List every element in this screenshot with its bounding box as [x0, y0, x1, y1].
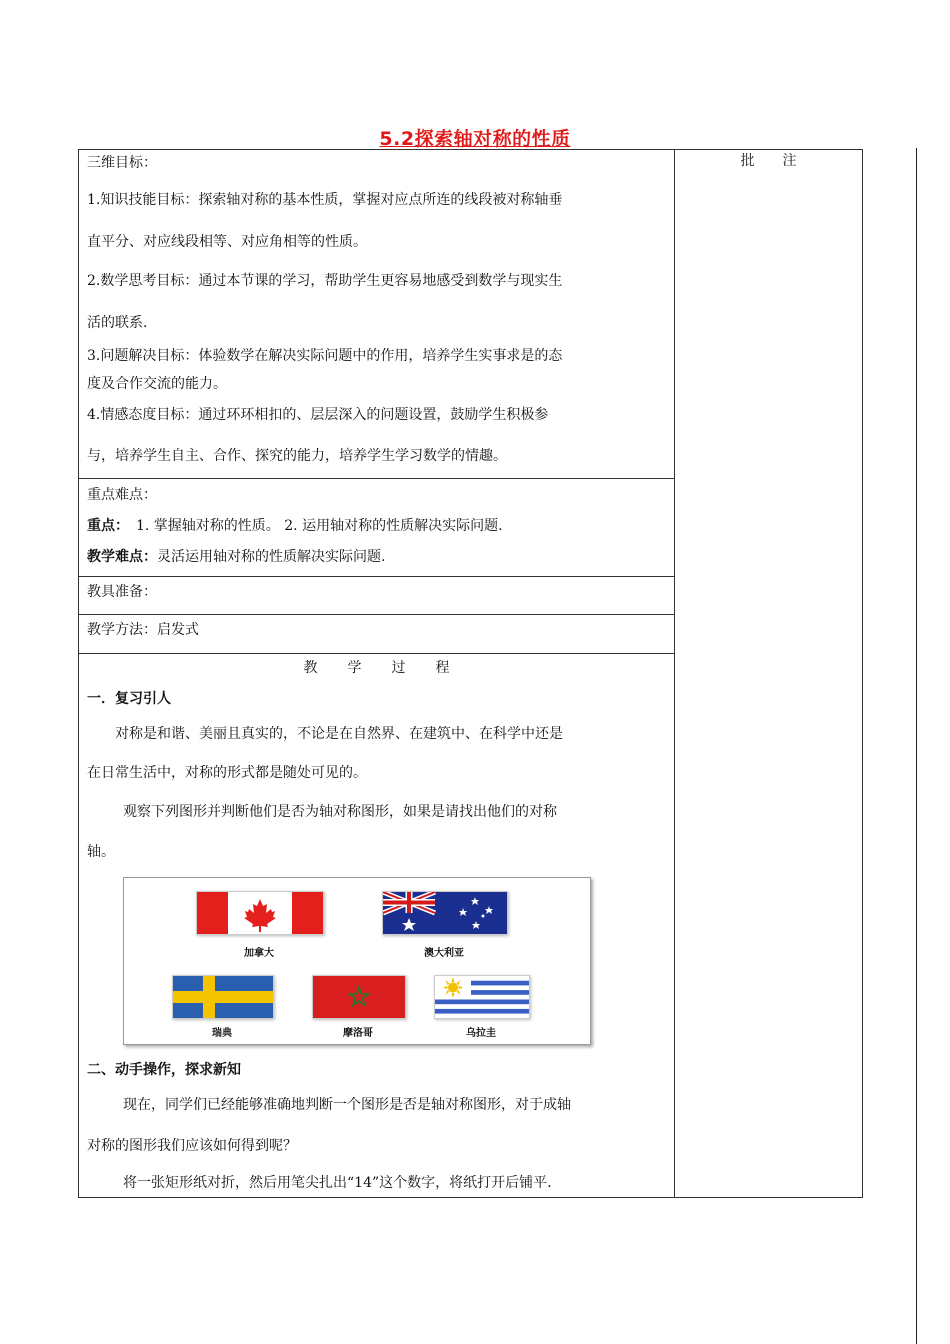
margin-line [916, 148, 917, 1344]
objective-2-line2: 活的联系. [87, 315, 148, 331]
objectives-cell [79, 150, 675, 479]
objective-3-line2: 度及合作交流的能力。 [87, 376, 227, 392]
process-cell [79, 654, 675, 1198]
difficulty-line [87, 547, 666, 567]
objective-4-line2: 与，培养学生自主、合作、探究的能力，培养学生学习数学的情趣。 [87, 448, 507, 464]
canada-flag [196, 891, 324, 935]
uruguay-label: 乌拉圭 [466, 1028, 496, 1039]
objective-1-line1: 1.知识技能目标：探索轴对称的基本性质，掌握对应点所连的线段被对称轴垂 [87, 192, 563, 208]
uruguay-flag [434, 975, 530, 1019]
page-title: 5.2探索轴对称的性质 [379, 128, 571, 150]
tools-cell [79, 577, 675, 615]
notes-header: 批 注 [740, 153, 797, 169]
objective-3-line1: 3.问题解决目标：体验数学在解决实际问题中的作用，培养学生实事求是的态 [87, 348, 563, 364]
difficulty-text: 灵活运用轴对称的性质解决实际问题. [157, 549, 386, 565]
method-text: 教学方法：启发式 [87, 622, 199, 638]
s2-p2: 将一张矩形纸对折，然后用笔尖扎出“14”这个数字，将纸打开后铺平. [123, 1175, 552, 1191]
morocco-flag-icon [313, 976, 405, 1018]
sweden-label: 瑞典 [212, 1028, 232, 1039]
objectives-heading: 三维目标： [87, 155, 157, 171]
section1-title: 一．复习引人 [87, 691, 171, 707]
uruguay-flag-icon [435, 976, 529, 1018]
key-points-heading: 重点难点： [87, 487, 157, 503]
objective-4-line1: 4.情感态度目标：通过环环相扣的、层层深入的问题设置，鼓励学生积极参 [87, 407, 549, 423]
notes-column [675, 150, 863, 1198]
s2-p1-line1: 现在，同学们已经能够准确地判断一个图形是否是轴对称图形，对于成轴 [123, 1097, 571, 1113]
australia-flag [382, 891, 508, 935]
lesson-plan-table [78, 149, 863, 1198]
s2-p1-line2: 对称的图形我们应该如何得到呢？ [87, 1138, 297, 1154]
s1-p2-line2: 轴。 [87, 844, 115, 860]
flags-figure [123, 877, 591, 1045]
s1-p2-line1: 观察下列图形并判断他们是否为轴对称图形，如果是请找出他们的对称 [123, 804, 557, 820]
objective-1-line2: 直平分、对应线段相等、对应角相等的性质。 [87, 234, 367, 250]
australia-label: 澳大利亚 [424, 948, 464, 959]
canada-label: 加拿大 [244, 948, 274, 959]
s1-p1-line2: 在日常生活中，对称的形式都是随处可见的。 [87, 765, 367, 781]
sweden-flag [172, 975, 274, 1019]
morocco-label: 摩洛哥 [343, 1028, 373, 1039]
australia-flag-icon [383, 892, 507, 934]
difficulty-label: 教学难点： [87, 549, 157, 565]
canada-flag-icon [197, 892, 323, 934]
morocco-flag [312, 975, 406, 1019]
process-heading: 教学过程 [303, 660, 480, 676]
sweden-flag-icon [173, 976, 273, 1018]
method-cell [79, 615, 675, 654]
key-label: 重点： [87, 518, 122, 534]
objective-2-line1: 2.数学思考目标：通过本节课的学习，帮助学生更容易地感受到数学与现实生 [87, 273, 563, 289]
s1-p1-line1: 对称是和谐、美丽且真实的，不论是在自然界、在建筑中、在科学中还是 [115, 726, 563, 742]
key-points-cell [79, 479, 675, 577]
section2-title: 二、动手操作，探求新知 [87, 1062, 241, 1078]
key-text: 1. 掌握轴对称的性质。 2. 运用轴对称的性质解决实际问题. [122, 518, 503, 534]
key-point-line [87, 516, 666, 536]
tools-text: 教具准备： [87, 584, 157, 600]
